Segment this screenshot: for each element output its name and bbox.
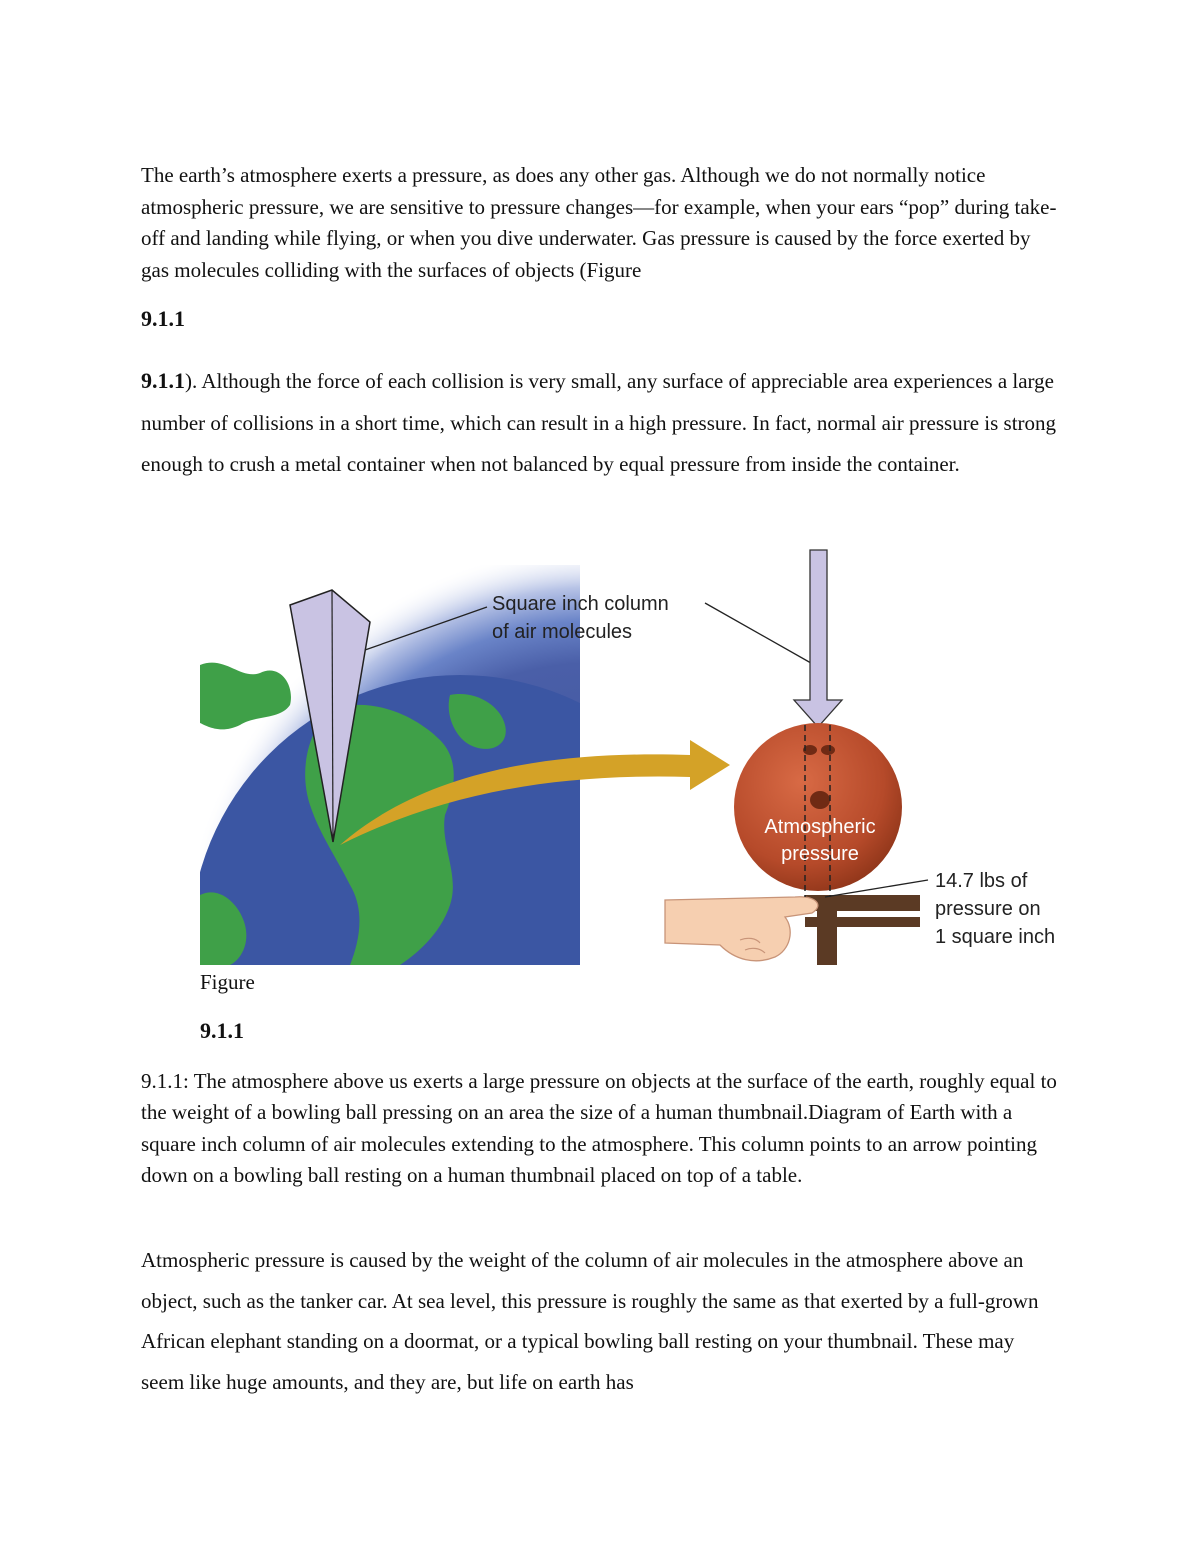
- atmospheric-pressure-figure: [200, 545, 1080, 965]
- atmospheric-pressure-paragraph: Atmospheric pressure is caused by the weight of the column of air molecules in the atmosphere above an object, such as the tanker car. At sea level, this pressure is roughly the same as that exerted by a full-grown African elephant standing on a doormat, or a typical bowling ball resting on your thumbnail. These may seem like huge amounts, and they are, but life on earth has: [141, 1248, 1039, 1394]
- pressure-label-line3: 1 square inch: [935, 926, 1056, 948]
- pressure-label-line2: pressure on: [935, 898, 1041, 920]
- figure-number-heading: 9.1.1: [141, 306, 185, 331]
- table-graphic: [805, 895, 920, 965]
- hand-graphic: [665, 897, 818, 961]
- column-label-line1: Square inch column: [492, 593, 669, 615]
- figure-number-heading-2: 9.1.1: [200, 1018, 244, 1043]
- figure-reference: 9.1.1: [141, 368, 185, 393]
- ball-label-line2: pressure: [781, 843, 859, 865]
- column-label-line2: of air molecules: [492, 621, 633, 643]
- figure-illustration: [200, 545, 1080, 965]
- intro-paragraph: The earth’s atmosphere exerts a pressure, as does any other gas. Although we do not normally notice atmospheric pressure, we are sensitive to pressure changes—for example, when your ears “pop” during take-off and landing while flying, or when you dive underwater. Gas pressure is caused by the force exerted by gas molecules colliding with the surfaces of objects (Figure: [141, 163, 1057, 282]
- figure-label: Figure: [200, 970, 255, 994]
- collision-paragraph-text: ). Although the force of each collision is very small, any surface of appreciable area experiences a large number of collisions in a short time, which can result in a high pressure. In fact, normal air pressure is strong enough to crush a metal container when not balanced by equal pressure from inside the container.: [141, 369, 1057, 476]
- down-arrow: [794, 550, 842, 727]
- ball-label-line1: Atmospheric: [764, 816, 876, 838]
- collision-paragraph: [141, 360, 1061, 486]
- bowling-ball-graphic: [734, 723, 902, 897]
- pressure-label-line1: 14.7 lbs of: [935, 870, 1028, 892]
- figure-caption: 9.1.1: The atmosphere above us exerts a large pressure on objects at the surface of the earth, roughly equal to the weight of a bowling ball pressing on an area the size of a human thumbnail.Diagram of Earth with a square inch column of air molecules extending to the atmosphere. This column points to an arrow pointing down on a bowling ball resting on a human thumbnail placed on top of a table.: [141, 1069, 1057, 1187]
